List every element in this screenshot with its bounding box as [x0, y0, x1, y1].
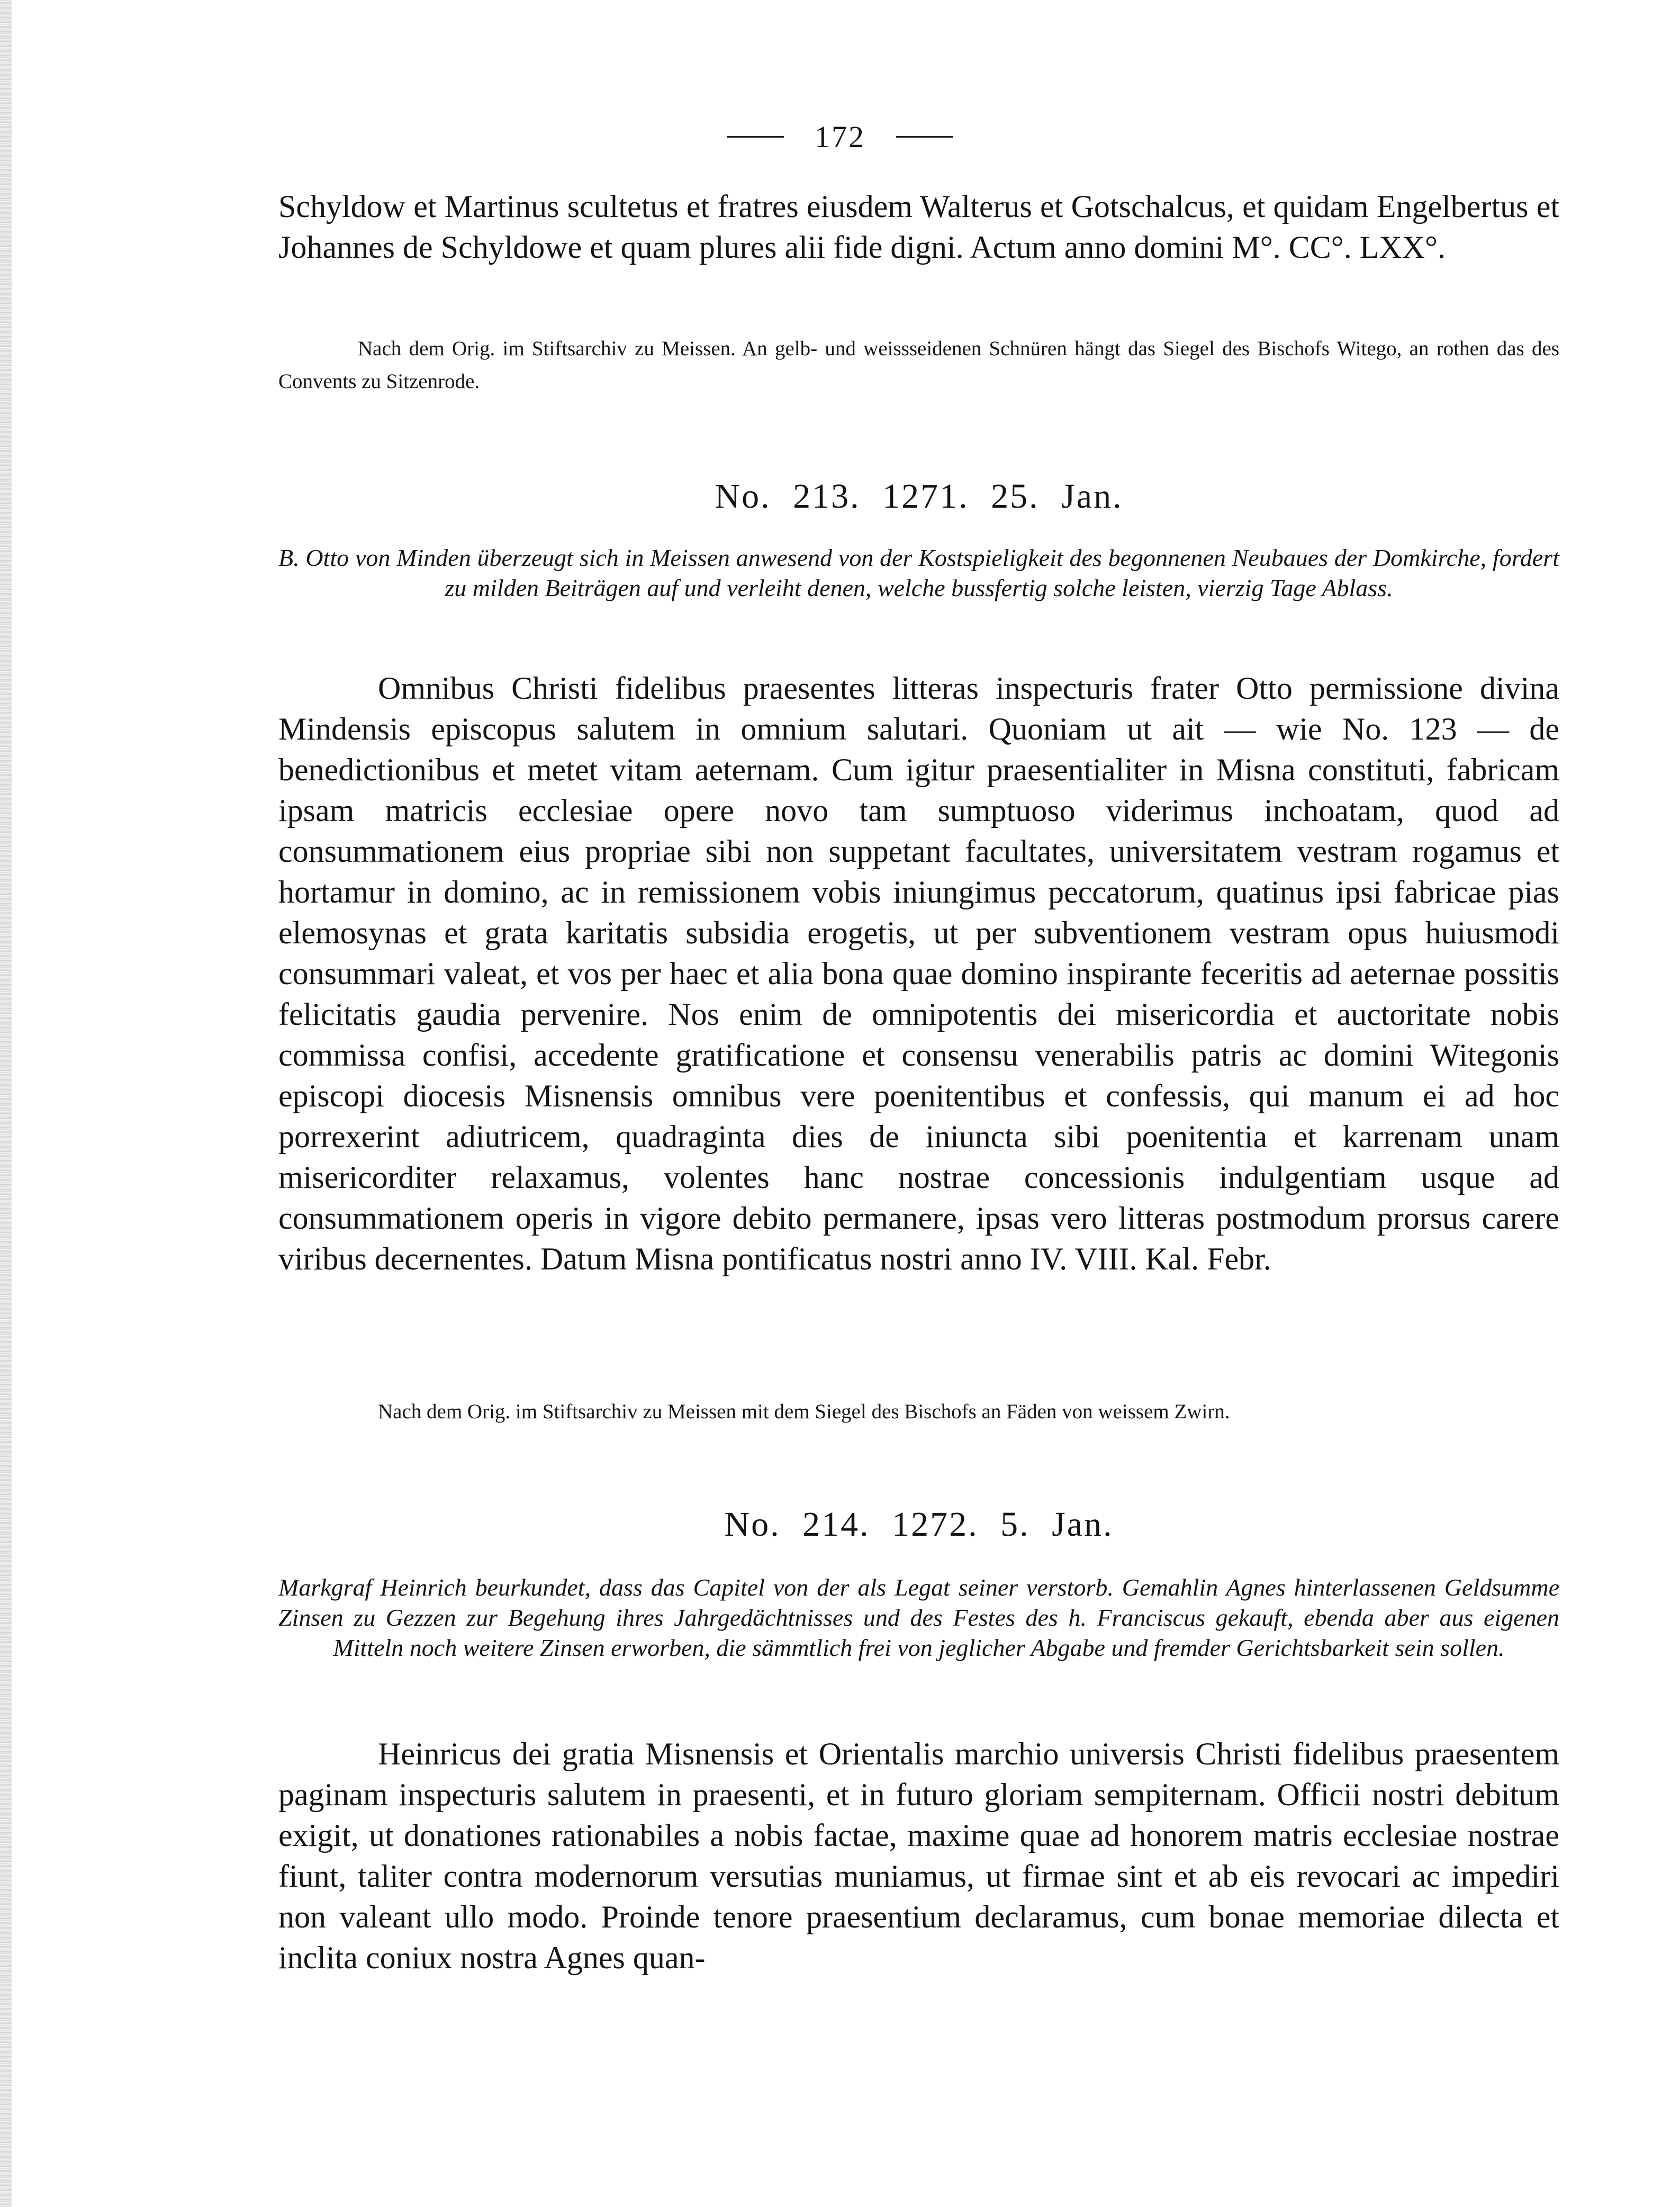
carryover-source-note: Nach dem Orig. im Stiftsarchiv zu Meissen. An gelb- und weissseidenen Schnüren hängt das Siegel des Bischofs Witego, an rothen das des Convents zu Sitzenrode.: [278, 337, 1559, 393]
document-heading-214: No. 214. 1272. 5. Jan.: [724, 1505, 1114, 1544]
header-rule-left: [727, 136, 784, 138]
header-rule-right: [896, 136, 953, 138]
document-body-213: Omnibus Christi fidelibus praesentes litteras inspecturis frater Otto permissione divina Mindensis episcopus salutem in omnium salutari. Quoniam ut ait — wie No. 123 — de benedictionibus et metet vitam aeternam. Cum igitur praesentialiter in Misna constituti, fabricam ipsam matricis ecclesiae opere novo tam sumptuoso viderimus inchoatam, quod ad consummationem eius propriae sibi non suppetant facultates, universitatem vestram rogamus et hortamur in domino, ac in remissionem vobis iniungimus peccatorum, quatinus ipsi fabricae pias elemosynas et grata karitatis subsidia erogetis, ut per subventionem vestram opus huiusmodi consummari valeat, et vos per haec et alia bona quae domino inspirante feceritis ad aeternae possitis felicitatis gaudia pervenire. Nos enim de omnipotentis dei misericordia et auctoritate nobis commissa confisi, accedente gratificatione et consensu venerabilis patris ac domini Witegonis episcopi diocesis Misnensis omnibus vere poenitentibus et confessis, qui manum ei ad hoc porrexerint adiutricem, quadraginta dies de iniuncta sibi poenitentia et karrenam unam misericorditer relaxamus, volentes hanc nostrae concessionis indulgentiam usque ad consummationem operis in vigore debito permanere, ipsas vero litteras postmodum prorsus carere viribus decernentes. Datum Misna pontificatus nostri anno IV. VIII. Kal. Febr.: [278, 671, 1559, 1276]
scan-binding-edge: [0, 0, 12, 2207]
carryover-text: Schyldow et Martinus scultetus et fratres eiusdem Walterus et Gotschalcus, et quidam Engelbertus et Johannes de Schyldowe et quam plures alii fide digni. Actum anno domini M°. CC°. LXX°.: [278, 189, 1559, 265]
page-number: 172: [815, 119, 865, 154]
document-summary-213: B. Otto von Minden überzeugt sich in Meissen anwesend von der Kostspieligkeit des begonnenen Neubaues der Domkirche, fordert zu milden Beiträgen auf und verleiht denen, welche bussfertig solche leisten, vierzig Tage Ablass.: [278, 544, 1559, 601]
document-heading-213: No. 213. 1271. 25. Jan.: [715, 477, 1123, 516]
page-header: [0, 110, 1680, 163]
document-source-note-213: Nach dem Orig. im Stiftsarchiv zu Meissen mit dem Siegel des Bischofs an Fäden von weissem Zwirn.: [378, 1400, 1230, 1423]
document-body-214: Heinricus dei gratia Misnensis et Orientalis marchio universis Christi fidelibus praesentem paginam inspecturis salutem in praesenti, et in futuro gloriam sempiternam. Officii nostri debitum exigit, ut donationes rationabiles a nobis factae, maxime quae ad honorem matris ecclesiae nostrae fiunt, taliter contra modernorum versutias muniamus, ut firmae sint et ab eis revocari ac impediri non valeant ullo modo. Proinde tenore praesentium declaramus, cum bonae memoriae dilecta et inclita coniux nostra Agnes quan-: [278, 1736, 1559, 1975]
document-summary-214: Markgraf Heinrich beurkundet, dass das Capitel von der als Legat seiner verstorb. Gemahlin Agnes hinterlassenen Geldsumme Zinsen zu Gezzen zur Begehung ihres Jahrgedächtnisses und des Festes des h. Franciscus gekauft, ebenda aber aus eigenen Mitteln noch weitere Zinsen erworben, die sämmtlich frei von jeglicher Abgabe und fremder Gerichtsbarkeit sein sollen.: [278, 1574, 1559, 1661]
